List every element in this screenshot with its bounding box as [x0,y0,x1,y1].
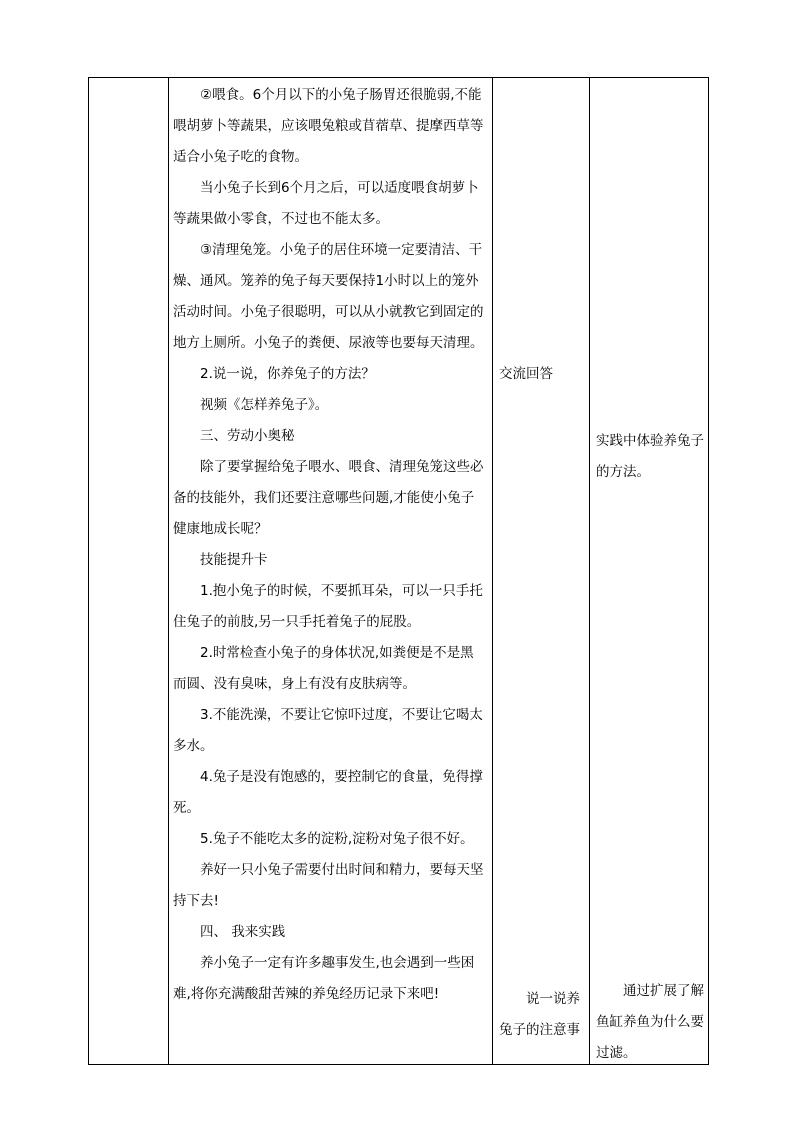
student-activity-note-1: 交流回答 [499,366,553,382]
discussion-question: 2.说一说，你养兔子的方法？ [200,366,375,382]
design-intent-container [590,78,708,1062]
section-intro-paragraph: 除了要掌握给兔子喂水、喂食、清理兔笼这些必备的技能外，我们还要注意哪些问题,才能使小兔子健康地成长呢？ [173,459,484,537]
design-intent-cell [590,78,709,1065]
section-heading-3: 三、劳动小奥秘 [200,428,295,444]
skill-tip-3: 3.不能洗澡，不要让它惊吓过度，不要让它喝太多水。 [173,707,483,754]
section-heading-4: 四、 我来实践 [200,924,286,940]
skill-tip-5: 5.兔子不能吃太多的淀粉,淀粉对兔子很不好。 [200,831,474,847]
skill-tip-1: 1.抱小兔子的时候，不要抓耳朵，可以一只手托住兔子的前肢,另一只手托着兔子的屁股。 [173,583,483,630]
student-activity-cell [493,78,590,1065]
skill-tip-4: 4.兔子是没有饱感的，要控制它的食量，免得撑死。 [173,769,483,816]
table-row [89,78,709,1065]
design-intent-note-2: 通过扩展了解鱼缸养鱼为什么要过滤。 [596,983,704,1061]
skill-card-title: 技能提升卡 [200,552,268,568]
persistence-paragraph: 养好一只小兔子需要付出时间和精力，要每天坚持下去! [173,862,484,909]
practice-paragraph: 养小兔子一定有许多趣事发生,也会遇到一些困难,将你充满酸甜苦辣的养兔经历记录下来吧! [173,955,475,1002]
empty-column-cell [89,78,169,1065]
lesson-plan-table [88,77,709,1065]
design-intent-note-1: 实践中体验养兔子的方法。 [596,433,704,480]
feeding-paragraph: ②喂食。6个月以下的小兔子肠胃还很脆弱,不能喂胡萝卜等蔬果，应该喂兔粮或苜蓿草、提摩西草等适合小兔子吃的食物。 [173,87,484,165]
teaching-process-text [169,78,492,1064]
student-activity-note-2: 说一说养兔子的注意事 [499,991,580,1038]
student-activity-container [493,78,589,1062]
clean-cage-paragraph: ③清理兔笼。小兔子的居住环境一定要清洁、干燥、通风。笼养的兔子每天要保持1小时以上的笼外活动时间。小兔子很聪明，可以从小就教它到固定的地方上厕所。小兔子的粪便、尿液等也要每天清理。 [173,242,484,351]
skill-tip-2: 2.时常检查小兔子的身体状况,如粪便是不是黑而圆、没有臭味，身上有没有皮肤病等。 [173,645,474,692]
six-months-paragraph: 当小兔子长到6个月之后，可以适度喂食胡萝卜等蔬果做小零食，不过也不能太多。 [173,180,479,227]
video-title: 视频《怎样养兔子》。 [200,397,329,413]
teaching-process-cell [169,78,493,1065]
